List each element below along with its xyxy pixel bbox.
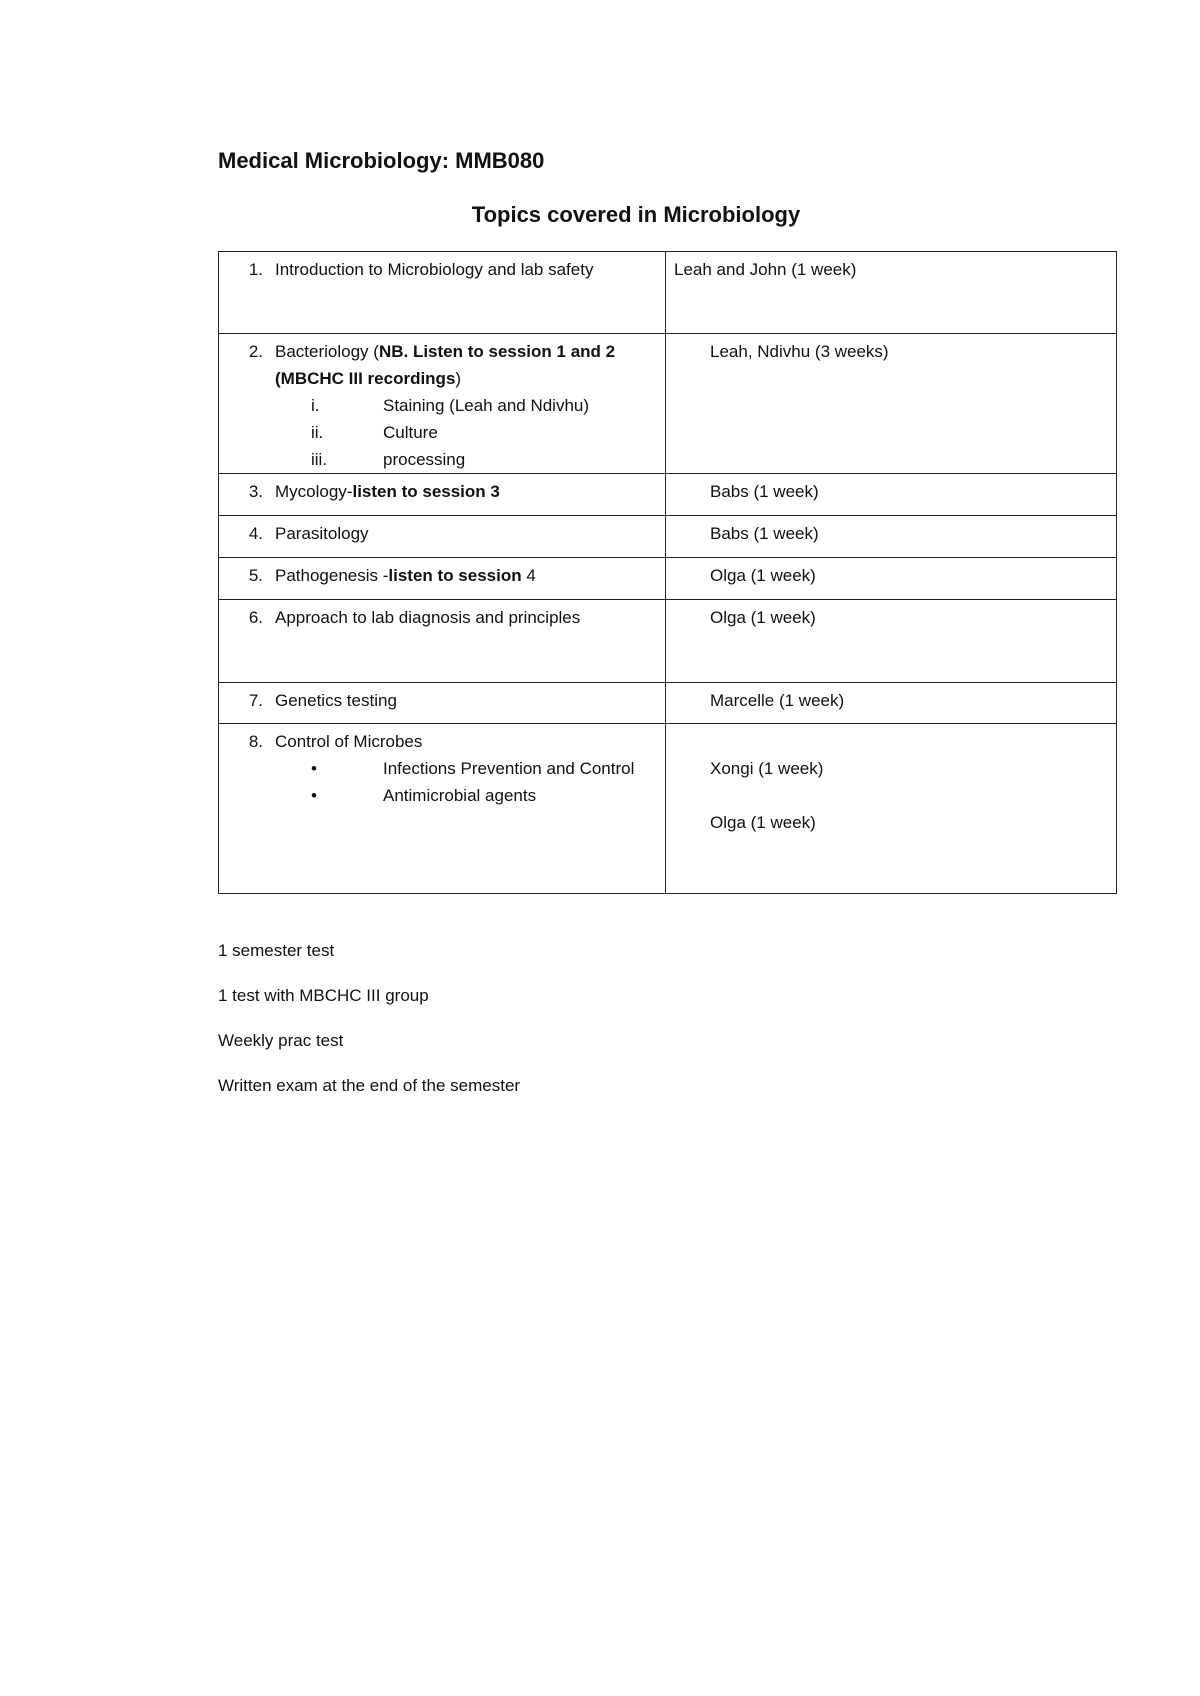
lecturer-cell <box>666 334 1117 474</box>
topic-text: Parasitology <box>275 524 369 543</box>
lecturer-cell <box>666 724 1117 894</box>
table-row <box>219 683 1117 724</box>
sub-item-marker: iii. <box>311 450 328 469</box>
table-row <box>219 516 1117 558</box>
topic-cell <box>219 516 666 558</box>
topic-number: 7. <box>248 691 263 710</box>
sub-item-marker: ii. <box>311 423 324 442</box>
topic-text-plain: Bacteriology ( <box>275 342 379 361</box>
topic-text-end: 4 <box>521 566 536 585</box>
lecturer-cell <box>666 474 1117 516</box>
note-line: 1 semester test <box>218 941 335 960</box>
topic-text-bold: listen to session <box>388 566 522 585</box>
sub-item <box>227 446 657 473</box>
assessment-notes <box>218 940 520 1120</box>
sub-item-text: Culture <box>383 423 438 442</box>
topic-cell <box>219 334 666 474</box>
topic-text: Control of Microbes <box>275 732 423 751</box>
topic-text-plain: Mycology- <box>275 482 353 501</box>
note-line: 1 test with MBCHC III group <box>218 986 429 1005</box>
topic-cell <box>219 558 666 600</box>
lecturer-cell <box>666 683 1117 724</box>
topic-text: Genetics testing <box>275 691 397 710</box>
sub-item <box>227 392 657 419</box>
lecturer-text: Xongi (1 week) <box>710 759 824 778</box>
bullet-marker: • <box>311 759 317 778</box>
sub-item <box>227 419 657 446</box>
lecturer-text: Olga (1 week) <box>710 608 816 627</box>
sub-item-text: Staining (Leah and Ndivhu) <box>383 396 590 415</box>
topics-table <box>218 251 1117 894</box>
table-row <box>219 474 1117 516</box>
lecturer-spacer <box>674 782 1108 809</box>
bullet-marker: • <box>311 786 317 805</box>
sub-item-marker: i. <box>311 396 320 415</box>
topic-number: 4. <box>248 524 263 543</box>
topic-number: 5. <box>248 566 263 585</box>
lecturer-text: Babs (1 week) <box>710 482 819 501</box>
topic-number: 3. <box>248 482 263 501</box>
page-subtitle: Topics covered in Microbiology <box>471 202 801 227</box>
topic-cell <box>219 683 666 724</box>
lecturer-text: Marcelle (1 week) <box>710 691 845 710</box>
topic-number: 1. <box>248 260 263 279</box>
table-row <box>219 600 1117 683</box>
lecturer-text: Olga (1 week) <box>710 566 816 585</box>
page-title: Medical Microbiology: MMB080 <box>218 148 545 173</box>
topic-text-plain: Pathogenesis - <box>275 566 389 585</box>
note-line: Weekly prac test <box>218 1031 344 1050</box>
topic-text <box>275 338 620 392</box>
lecturer-cell <box>666 600 1117 683</box>
lecturer-spacer <box>674 728 1108 755</box>
topic-cell <box>219 724 666 894</box>
table-row <box>219 724 1117 894</box>
lecturer-text: Olga (1 week) <box>710 813 816 832</box>
note-line: Written exam at the end of the semester <box>218 1076 521 1095</box>
topic-number: 6. <box>248 608 263 627</box>
topic-number: 8. <box>248 732 263 751</box>
topic-cell <box>219 252 666 334</box>
topic-cell <box>219 600 666 683</box>
topic-text-bold: NB. Listen to session 1 and 2 (MBCHC III recordings <box>275 342 616 388</box>
bullet-item <box>227 755 657 782</box>
topic-text-bold: listen to session 3 <box>352 482 500 501</box>
topic-text <box>275 478 620 505</box>
lecturer-cell <box>666 558 1117 600</box>
table-row <box>219 558 1117 600</box>
table-row <box>219 252 1117 334</box>
bullet-item <box>227 782 657 809</box>
topic-number: 2. <box>248 342 263 361</box>
sub-item-text: processing <box>383 450 466 469</box>
topic-text: Introduction to Microbiology and lab safety <box>275 260 594 279</box>
lecturer-text: Leah, Ndivhu (3 weeks) <box>710 342 889 361</box>
bullet-text: Infections Prevention and Control <box>383 759 635 778</box>
lecturer-text: Leah and John (1 week) <box>674 260 857 279</box>
lecturer-cell <box>666 252 1117 334</box>
topic-text-end: ) <box>455 369 462 388</box>
topic-text <box>275 562 620 589</box>
topic-cell <box>219 474 666 516</box>
topic-text: Approach to lab diagnosis and principles <box>275 608 581 627</box>
bullet-text: Antimicrobial agents <box>383 786 537 805</box>
lecturer-text: Babs (1 week) <box>710 524 819 543</box>
lecturer-cell <box>666 516 1117 558</box>
table-row <box>219 334 1117 474</box>
